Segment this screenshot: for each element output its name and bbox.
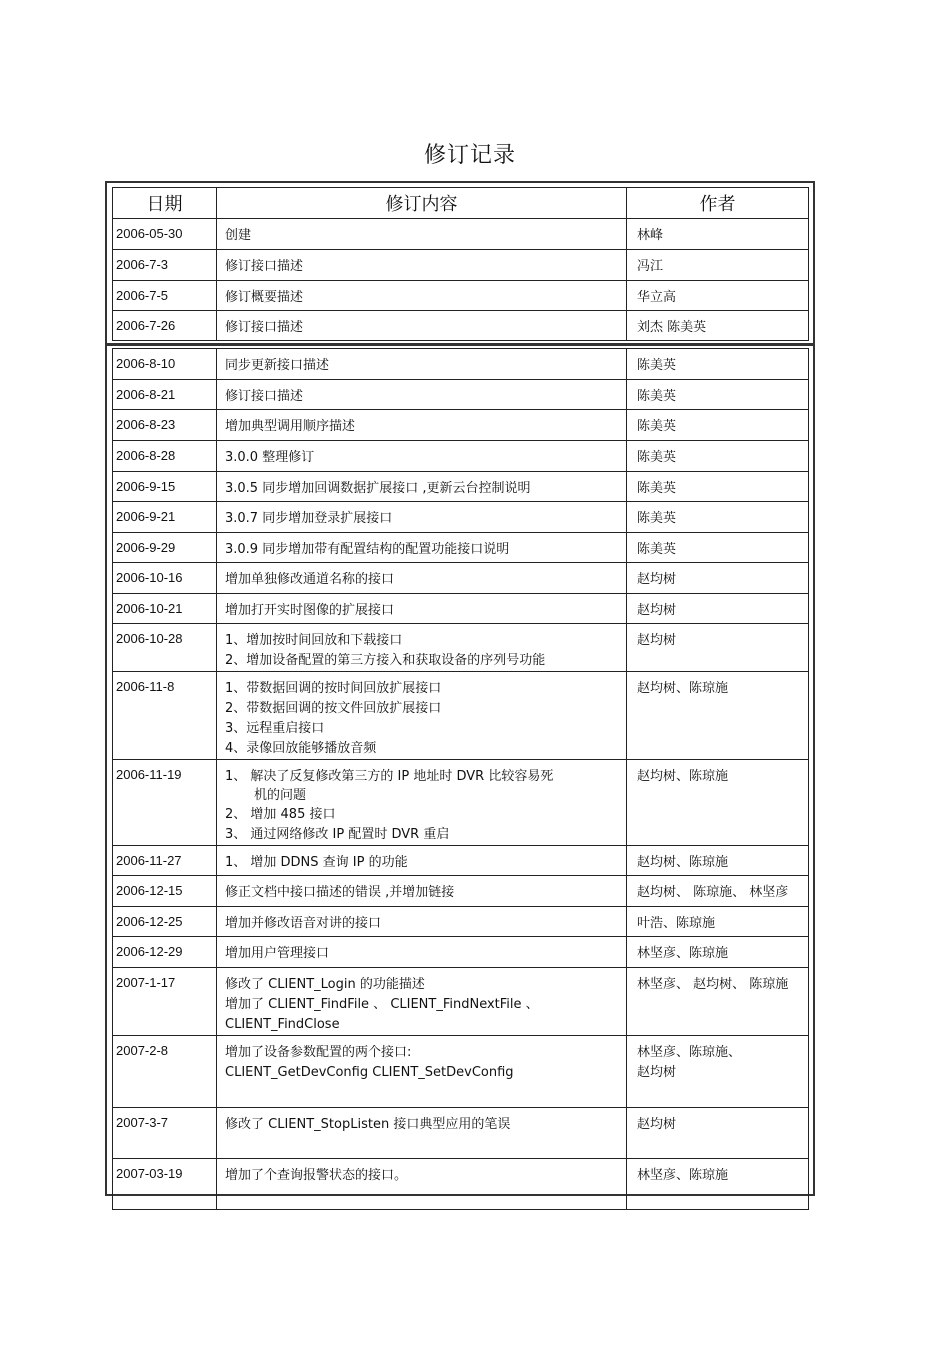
content-line: 增加了个查询报警状态的接口。: [225, 1168, 408, 1183]
cell-author: [627, 472, 809, 502]
author-line: 赵均树、陈琼施: [637, 769, 729, 784]
cell-author: [627, 968, 809, 1036]
table-row: [113, 311, 809, 341]
author-line: 赵均树: [637, 633, 677, 648]
content-line: 1、增加按时间回放和下载接口: [225, 633, 403, 648]
cell-author: [627, 349, 809, 380]
cell-content: [217, 311, 627, 341]
cell-content: [217, 907, 627, 937]
content-line: 机的问题: [254, 788, 307, 803]
table-row: [113, 968, 809, 1036]
cell-content: [217, 846, 627, 876]
table-row: [113, 563, 809, 594]
author-line: 林坚彦、陈琼施、: [637, 1045, 742, 1060]
content-line: 1、 解决了反复修改第三方的 IP 地址时 DVR 比较容易死: [225, 769, 554, 784]
cell-date: 2006-11-19: [113, 760, 217, 846]
content-line: 4、录像回放能够播放音频: [225, 741, 377, 756]
cell-author: [627, 624, 809, 672]
cell-content: [217, 281, 627, 311]
content-line: 增加打开实时图像的扩展接口: [225, 603, 395, 618]
content-line: 3.0.0 整理修订: [225, 450, 315, 465]
author-line: 林坚彦、陈琼施: [637, 946, 729, 961]
header-author: 作者: [627, 188, 809, 219]
cell-content: [217, 349, 627, 380]
table-row: [113, 1108, 809, 1159]
cell-author: [627, 250, 809, 281]
header-date: 日期: [113, 188, 217, 219]
table-row: [113, 502, 809, 533]
cell-date: 2006-05-30: [113, 219, 217, 250]
cell-author: [627, 533, 809, 563]
table-row: [113, 624, 809, 672]
author-line: 赵均树: [637, 603, 677, 618]
cell-content: [217, 380, 627, 410]
content-line: CLIENT_GetDevConfig CLIENT_SetDevConfig: [225, 1065, 514, 1080]
table-row: [113, 410, 809, 441]
table-row: [113, 907, 809, 937]
author-line: 冯江: [637, 259, 664, 274]
cell-content: [217, 876, 627, 907]
cell-author: [627, 1036, 809, 1108]
cell-date: 2006-12-29: [113, 937, 217, 968]
cell-author: [627, 876, 809, 907]
table-row: [113, 760, 809, 846]
content-line: 3、远程重启接口: [225, 721, 325, 736]
content-line: 2、带数据回调的按文件回放扩展接口: [225, 701, 442, 716]
table-row: [113, 1159, 809, 1210]
author-line: 林峰: [637, 228, 664, 243]
content-line: 1、 增加 DDNS 查询 IP 的功能: [225, 855, 408, 870]
content-line: 修订接口描述: [225, 389, 304, 404]
cell-content: [217, 563, 627, 594]
revision-table-main: [112, 348, 809, 1210]
content-line: 修改了 CLIENT_Login 的功能描述: [225, 977, 425, 992]
author-line: 林坚彦、陈琼施: [637, 1168, 729, 1183]
cell-content: [217, 1036, 627, 1108]
cell-content: [217, 219, 627, 250]
content-line: 修正文档中接口描述的错误 ,并增加链接: [225, 885, 455, 900]
cell-content: [217, 250, 627, 281]
cell-date: 2006-12-15: [113, 876, 217, 907]
cell-date: 2006-8-28: [113, 441, 217, 472]
table-row: [113, 672, 809, 760]
content-line: 修订概要描述: [225, 290, 304, 305]
cell-date: 2006-8-21: [113, 380, 217, 410]
cell-content: [217, 968, 627, 1036]
author-line: 赵均树、陈琼施: [637, 681, 729, 696]
content-line: 3.0.9 同步增加带有配置结构的配置功能接口说明: [225, 542, 510, 557]
author-line: 陈美英: [637, 542, 677, 557]
cell-content: [217, 533, 627, 563]
content-line: 增加了设备参数配置的两个接口:: [225, 1045, 412, 1060]
author-line: 陈美英: [637, 511, 677, 526]
cell-date: 2006-9-15: [113, 472, 217, 502]
cell-date: 2006-7-5: [113, 281, 217, 311]
cell-content: [217, 624, 627, 672]
cell-date: 2006-9-21: [113, 502, 217, 533]
author-line: 陈美英: [637, 481, 677, 496]
content-line: 3.0.7 同步增加登录扩展接口: [225, 511, 393, 526]
cell-author: [627, 907, 809, 937]
content-line: 增加并修改语音对讲的接口: [225, 916, 382, 931]
table-row: [113, 472, 809, 502]
table-row: [113, 349, 809, 380]
author-line: 叶浩、陈琼施: [637, 916, 716, 931]
cell-author: [627, 1108, 809, 1159]
cell-date: 2006-11-27: [113, 846, 217, 876]
author-line: 刘杰 陈美英: [637, 320, 707, 335]
cell-content: [217, 594, 627, 624]
cell-author: [627, 380, 809, 410]
cell-author: [627, 502, 809, 533]
cell-content: [217, 1159, 627, 1210]
cell-date: 2006-8-10: [113, 349, 217, 380]
table-row: [113, 380, 809, 410]
content-line: 创建: [225, 228, 252, 243]
page-title: 修订记录: [423, 143, 516, 168]
cell-content: [217, 502, 627, 533]
table-row: [113, 846, 809, 876]
cell-date: 2007-2-8: [113, 1036, 217, 1108]
header-content: 修订内容: [217, 188, 627, 219]
author-line: 华立高: [637, 290, 677, 305]
content-line: 修订接口描述: [225, 320, 304, 335]
author-line: 陈美英: [637, 419, 677, 434]
cell-date: 2006-11-8: [113, 672, 217, 760]
cell-content: [217, 472, 627, 502]
cell-date: 2007-03-19: [113, 1159, 217, 1210]
cell-content: [217, 410, 627, 441]
content-line: 2、 增加 485 接口: [225, 807, 336, 822]
cell-author: [627, 672, 809, 760]
cell-author: [627, 410, 809, 441]
cell-content: [217, 441, 627, 472]
cell-date: 2006-9-29: [113, 533, 217, 563]
author-line: 林坚彦、 赵均树、 陈琼施: [637, 977, 789, 992]
cell-author: [627, 311, 809, 341]
cell-content: [217, 937, 627, 968]
content-line: 增加用户管理接口: [225, 946, 330, 961]
content-line: 增加典型调用顺序描述: [225, 419, 356, 434]
table-row: [113, 441, 809, 472]
content-line: 增加单独修改通道名称的接口: [225, 572, 395, 587]
cell-content: [217, 672, 627, 760]
table-row: [113, 876, 809, 907]
table-row: [113, 937, 809, 968]
author-line: 陈美英: [637, 389, 677, 404]
cell-author: [627, 846, 809, 876]
author-line: 赵均树、 陈琼施、 林坚彦: [637, 885, 789, 900]
content-line: 修改了 CLIENT_StopListen 接口典型应用的笔误: [225, 1117, 511, 1132]
content-line: 修订接口描述: [225, 259, 304, 274]
cell-date: 2006-10-21: [113, 594, 217, 624]
cell-date: 2006-10-16: [113, 563, 217, 594]
cell-date: 2006-7-26: [113, 311, 217, 341]
table-row: [113, 1036, 809, 1108]
cell-content: [217, 760, 627, 846]
revision-table-top: [112, 187, 809, 341]
content-line: CLIENT_FindClose: [225, 1017, 340, 1032]
content-line: 同步更新接口描述: [225, 358, 330, 373]
table-row: [113, 533, 809, 563]
cell-date: 2007-1-17: [113, 968, 217, 1036]
content-line: 增加了 CLIENT_FindFile 、 CLIENT_FindNextFile 、: [225, 997, 539, 1012]
table-row: [113, 219, 809, 250]
cell-author: [627, 441, 809, 472]
cell-author: [627, 281, 809, 311]
cell-author: [627, 937, 809, 968]
table-row: [113, 594, 809, 624]
cell-author: [627, 219, 809, 250]
content-line: 3.0.5 同步增加回调数据扩展接口 ,更新云台控制说明: [225, 481, 531, 496]
cell-date: 2006-10-28: [113, 624, 217, 672]
author-line: 赵均树: [637, 572, 677, 587]
content-line: 2、增加设备配置的第三方接入和获取设备的序列号功能: [225, 653, 546, 668]
cell-author: [627, 563, 809, 594]
cell-date: 2006-7-3: [113, 250, 217, 281]
author-line: 赵均树: [637, 1065, 677, 1080]
author-line: 陈美英: [637, 450, 677, 465]
cell-author: [627, 594, 809, 624]
author-line: 赵均树: [637, 1117, 677, 1132]
cell-date: 2006-8-23: [113, 410, 217, 441]
author-line: 赵均树、陈琼施: [637, 855, 729, 870]
author-line: 陈美英: [637, 358, 677, 373]
content-line: 3、 通过网络修改 IP 配置时 DVR 重启: [225, 827, 450, 842]
content-line: 1、带数据回调的按时间回放扩展接口: [225, 681, 442, 696]
table-row: [113, 250, 809, 281]
table-row: [113, 281, 809, 311]
cell-author: [627, 760, 809, 846]
cell-content: [217, 1108, 627, 1159]
cell-date: 2006-12-25: [113, 907, 217, 937]
cell-date: 2007-3-7: [113, 1108, 217, 1159]
cell-author: [627, 1159, 809, 1210]
